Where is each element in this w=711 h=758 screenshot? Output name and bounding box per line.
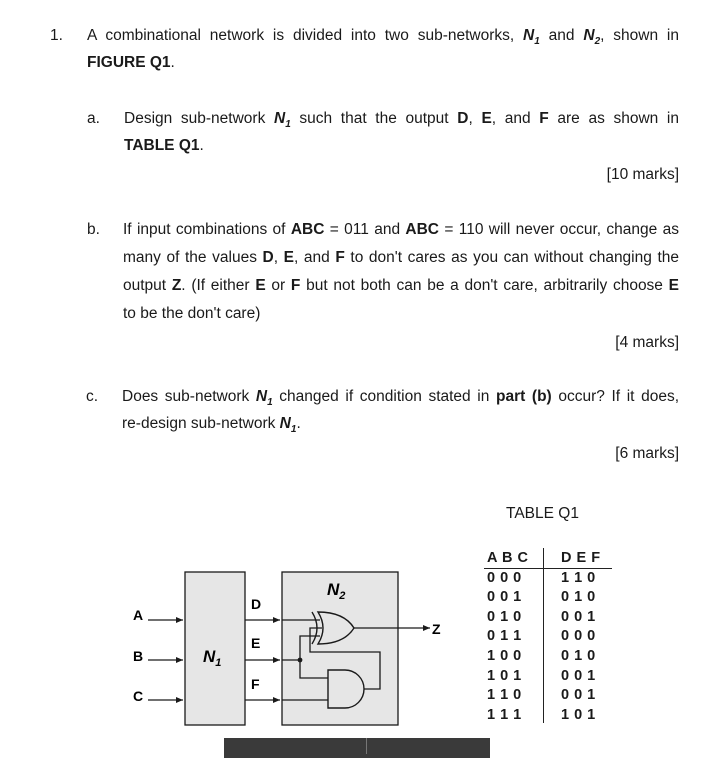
n2-label: $N_2$ <box>327 580 346 602</box>
table-row-inputs: 1 1 0 <box>487 687 522 704</box>
part-b-line2: many of the values D, E, and F to don't cares as you can without changing the <box>123 249 679 266</box>
table-row-inputs: 0 0 1 <box>487 589 522 606</box>
part-b-line4: to be the don't care) <box>123 305 261 322</box>
table-row-inputs: 0 1 0 <box>487 608 522 625</box>
table-row-inputs: 0 1 1 <box>487 628 522 645</box>
and-gate <box>328 670 364 708</box>
part-b-line3: output Z. (If either E or F but not both can be a don't care, arbitrarily choose E <box>123 277 679 294</box>
question-number: 1. <box>50 27 63 44</box>
table-header-outputs: D E F <box>561 550 601 566</box>
table-header-inputs: A B C <box>487 550 529 566</box>
input-a-label: A <box>133 607 144 623</box>
part-b-marks: [4 marks] <box>615 334 679 351</box>
figure-caption-bar <box>224 738 490 758</box>
part-c-line2: re-design sub-network $N_1$. <box>122 415 301 436</box>
table-row-inputs: 1 0 0 <box>487 647 522 664</box>
part-b-label: b. <box>87 221 100 238</box>
table-row-outputs: 0 0 1 <box>561 608 596 625</box>
z-label: Z <box>432 621 441 637</box>
question-intro-line2: FIGURE Q1. <box>87 54 175 71</box>
table-row-outputs: 1 1 0 <box>561 569 596 586</box>
table-row-outputs: 0 1 0 <box>561 589 596 606</box>
table-row-inputs: 1 1 1 <box>487 706 522 723</box>
part-c-marks: [6 marks] <box>615 445 679 462</box>
input-b-label: B <box>133 648 144 664</box>
n1-label: $N_1$ <box>203 647 222 669</box>
input-c-label: C <box>133 688 144 704</box>
part-c-line1: Does sub-network $N_1$ changed if condition stated in part (b) occur? If it does, <box>122 388 680 409</box>
part-b-line1: If input combinations of ABC = 011 and ABC = 110 will never occur, change as <box>123 221 679 238</box>
question-intro-line1: A combinational network is divided into two sub-networks, $N_1$ and $N_2$, shown in <box>87 27 679 48</box>
d-label: D <box>251 596 262 612</box>
part-a-line2: TABLE Q1. <box>124 137 204 154</box>
table-title: TABLE Q1 <box>506 505 579 522</box>
part-a-line1: Design sub-network $N_1$ such that the output D, E, and F are as shown in <box>124 110 679 131</box>
table-row-inputs: 0 0 0 <box>487 569 522 586</box>
e-label: E <box>251 635 261 651</box>
part-a-label: a. <box>87 110 100 127</box>
table-row-outputs: 0 1 0 <box>561 647 596 664</box>
table-row-outputs: 0 0 1 <box>561 687 596 704</box>
f-label: F <box>251 676 260 692</box>
table-row-outputs: 0 0 1 <box>561 667 596 684</box>
table-row-inputs: 1 0 1 <box>487 667 522 684</box>
table-row-outputs: 1 0 1 <box>561 706 596 723</box>
part-a-marks: [10 marks] <box>606 166 679 183</box>
table-row-outputs: 0 0 0 <box>561 628 596 645</box>
part-c-label: c. <box>86 388 99 405</box>
